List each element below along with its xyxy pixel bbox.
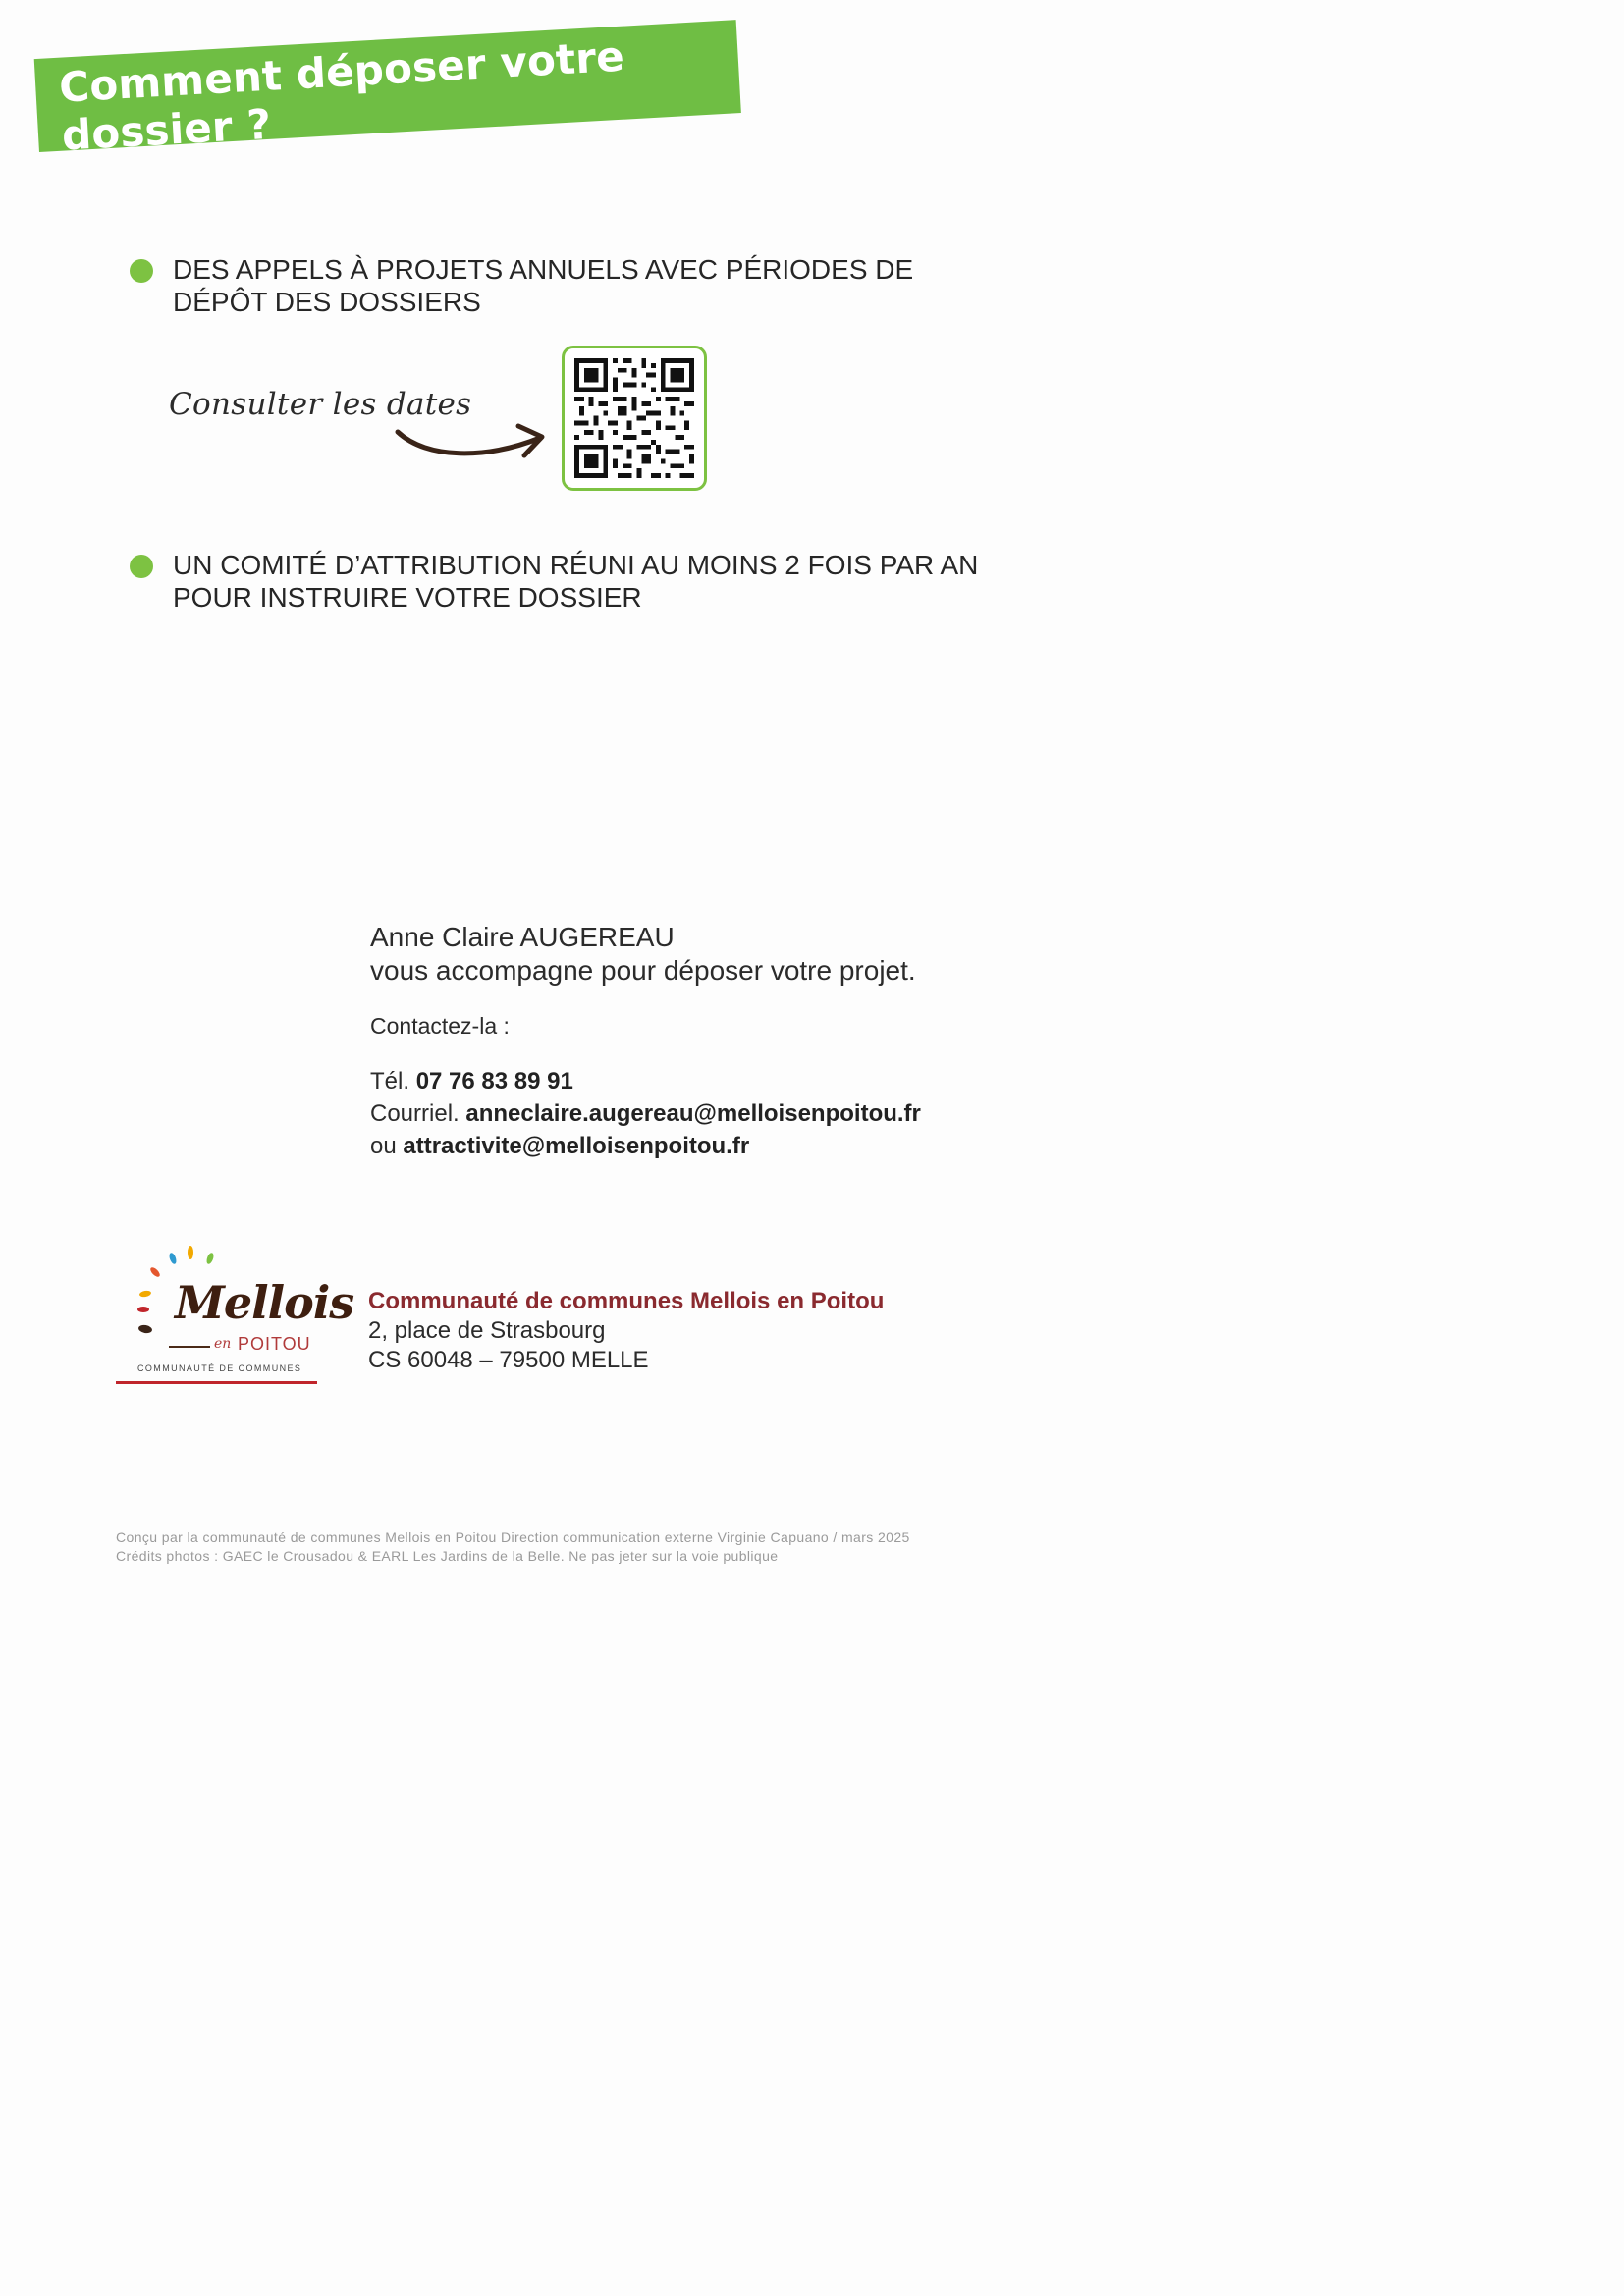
address-line-2: CS 60048 – 79500 MELLE [368,1347,649,1373]
bullet-dot-icon [130,555,153,578]
contact-alt-email [370,1130,1057,1162]
bullet-item [130,549,1007,614]
bullet-text: DES APPELS À PROJETS ANNUELS AVEC PÉRIODES DE DÉPÔT DES DOSSIERS [173,254,914,317]
logo-underline [116,1381,317,1384]
logo-wordmark: Mellois [175,1276,354,1329]
org-name: Communauté de communes Mellois en Poitou [368,1288,885,1314]
bullet-dot-icon [130,259,153,283]
mellois-logo [116,1245,354,1387]
logo-en: en [214,1336,232,1352]
alt-email-link[interactable]: attractivite@melloisenpoitou.fr [403,1133,750,1159]
logo-poitou: POITOU [238,1334,311,1354]
email-link[interactable]: anneclaire.augereau@melloisenpoitou.fr [465,1100,921,1127]
contact-cta: Contactez-la : [370,1013,510,1039]
qr-code-icon [574,358,694,478]
email-label: Courriel. [370,1100,466,1127]
credits-line-1: Conçu par la communauté de communes Mellois en Poitou Direction communication externe Virginie Capuano / mars 2025 [116,1529,910,1545]
bullet-text: UN COMITÉ D’ATTRIBUTION RÉUNI AU MOINS 2 FOIS PAR AN POUR INSTRUIRE VOTRE DOSSIER [173,550,979,613]
logo-subtitle: COMMUNAUTÉ DE COMMUNES [137,1363,302,1373]
bullet-item [130,253,1007,318]
arrow-icon [393,410,550,469]
phone-label: Tél. [370,1068,416,1095]
contact-subtitle: vous accompagne pour déposer votre projet. [370,955,916,986]
contact-block [370,921,1057,1162]
contact-email [370,1097,1057,1130]
qr-code[interactable] [562,346,707,491]
consult-dates-label: Consulter les dates [169,387,472,422]
title-banner [34,20,741,160]
contact-phone [370,1065,1057,1097]
address-line-1: 2, place de Strasbourg [368,1317,606,1344]
address-block [368,1286,884,1375]
phone-number[interactable]: 07 76 83 89 91 [415,1068,573,1095]
credits-line-2: Crédits photos : GAEC le Crousadou & EARL Les Jardins de la Belle. Ne pas jeter sur la voie publique [116,1548,779,1564]
contact-name: Anne Claire AUGEREAU [370,922,675,952]
page-title: Comment déposer votre dossier ? [57,31,626,160]
alt-email-label: ou [370,1133,404,1159]
logo-rule [169,1346,210,1348]
credits [116,1528,910,1566]
